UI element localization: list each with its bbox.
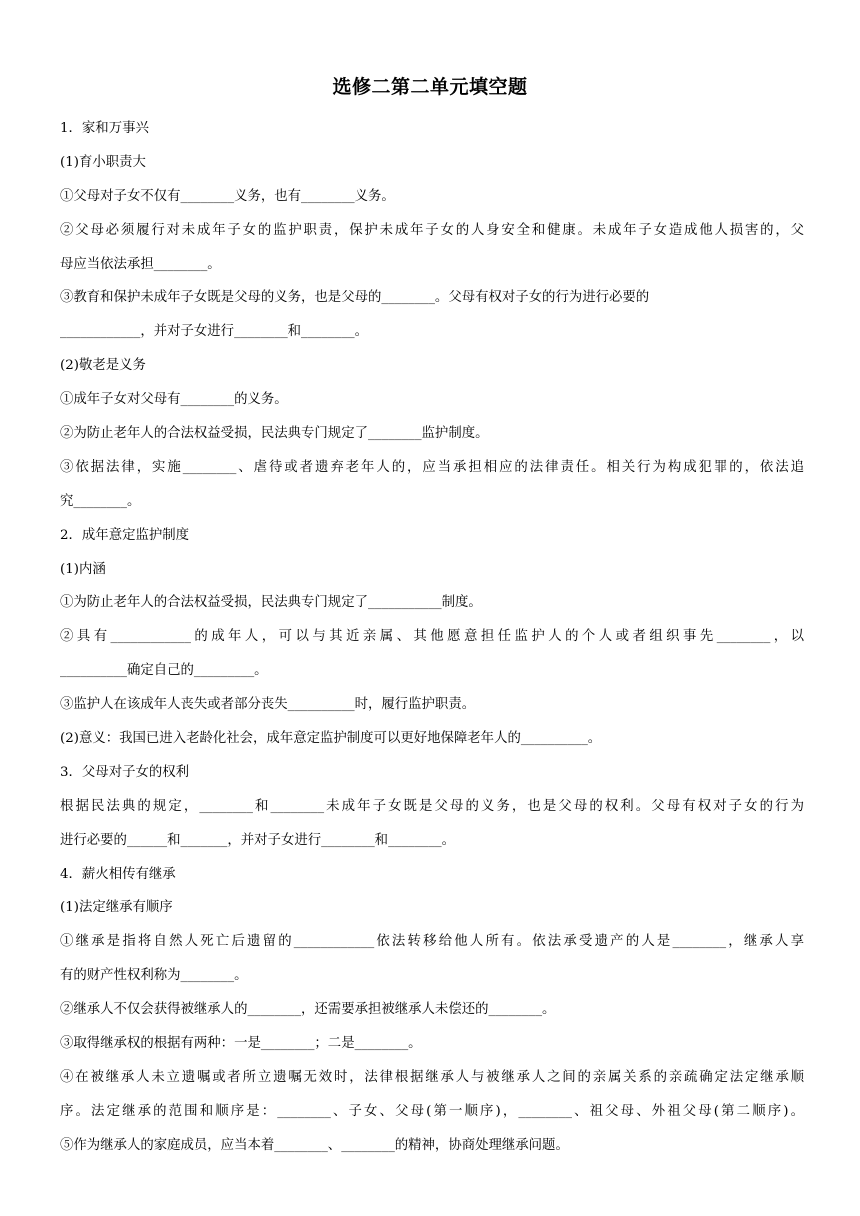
text-line: (2)意义：我国已进入老龄化社会，成年意定监护制度可以更好地保障老年人的__________。	[60, 731, 602, 747]
text-line: 有的财产性权利称为________。	[60, 968, 248, 984]
text-line: 进行必要的______和_______，并对子女进行________和________。	[60, 832, 456, 848]
text-line: 序。法定继承的范围和顺序是：________、子女、父母(第一顺序)，________、祖父母、外祖父母(第二顺序)。	[60, 1103, 804, 1119]
document-title: 选修二第二单元填空题	[332, 76, 528, 98]
text-line: 究________。	[60, 493, 141, 509]
text-line: __________确定自己的_________。	[60, 663, 268, 679]
text-line: ⑤作为继承人的家庭成员，应当本着________、________的精神，协商处理继承问题。	[60, 1137, 569, 1153]
text-line: (1)内涵	[60, 561, 106, 577]
text-line: ____________，并对子女进行________和________。	[60, 324, 368, 340]
text-line: 母应当依法承担________。	[60, 256, 221, 272]
text-line: ②具有____________的成年人，可以与其近亲属、其他愿意担任监护人的个人或者组织事先________，以	[60, 629, 804, 645]
text-line: ②继承人不仅会获得被继承人的________，还需要承担被继承人未偿还的________。	[60, 1002, 556, 1018]
text-line: ①继承是指将自然人死亡后遗留的____________依法转移给他人所有。依法承受遗产的人是________，继承人享	[60, 934, 804, 950]
text-line: ①父母对子女不仅有________义务，也有________义务。	[60, 188, 395, 204]
text-line: ①为防止老年人的合法权益受损，民法典专门规定了___________制度。	[60, 595, 482, 611]
text-line: ③教育和保护未成年子女既是父母的义务，也是父母的________。父母有权对子女的行为进行必要的	[60, 290, 650, 306]
text-line: ③监护人在该成年人丧失或者部分丧失__________时，履行监护职责。	[60, 697, 476, 713]
text-line: ③依据法律，实施________、虐待或者遗弃老年人的，应当承担相应的法律责任。相关行为构成犯罪的，依法追	[60, 459, 804, 475]
text-line: (1)法定继承有顺序	[60, 900, 173, 916]
text-line: ②父母必须履行对未成年子女的监护职责，保护未成年子女的人身安全和健康。未成年子女造成他人损害的，父	[60, 222, 804, 238]
text-line: ②为防止老年人的合法权益受损，民法典专门规定了________监护制度。	[60, 426, 489, 442]
document-body	[60, 112, 804, 1163]
text-line: ①成年子女对父母有________的义务。	[60, 392, 288, 408]
text-line: (2)敬老是义务	[60, 358, 146, 374]
text-line: 根据民法典的规定，________和________未成年子女既是父母的义务，也是父母的权利。父母有权对子女的行为	[60, 798, 804, 814]
text-line: 3．父母对子女的权利	[60, 764, 190, 780]
text-line: ④在被继承人未立遗嘱或者所立遗嘱无效时，法律根据继承人与被继承人之间的亲属关系的亲疏确定法定继承顺	[60, 1069, 804, 1085]
text-line: 4．薪火相传有继承	[60, 866, 176, 882]
text-line: 1．家和万事兴	[60, 121, 149, 136]
text-line: 2．成年意定监护制度	[60, 527, 190, 543]
text-line: (1)育小职责大	[60, 154, 146, 170]
text-line: ③取得继承权的根据有两种：一是________；二是________。	[60, 1036, 422, 1052]
